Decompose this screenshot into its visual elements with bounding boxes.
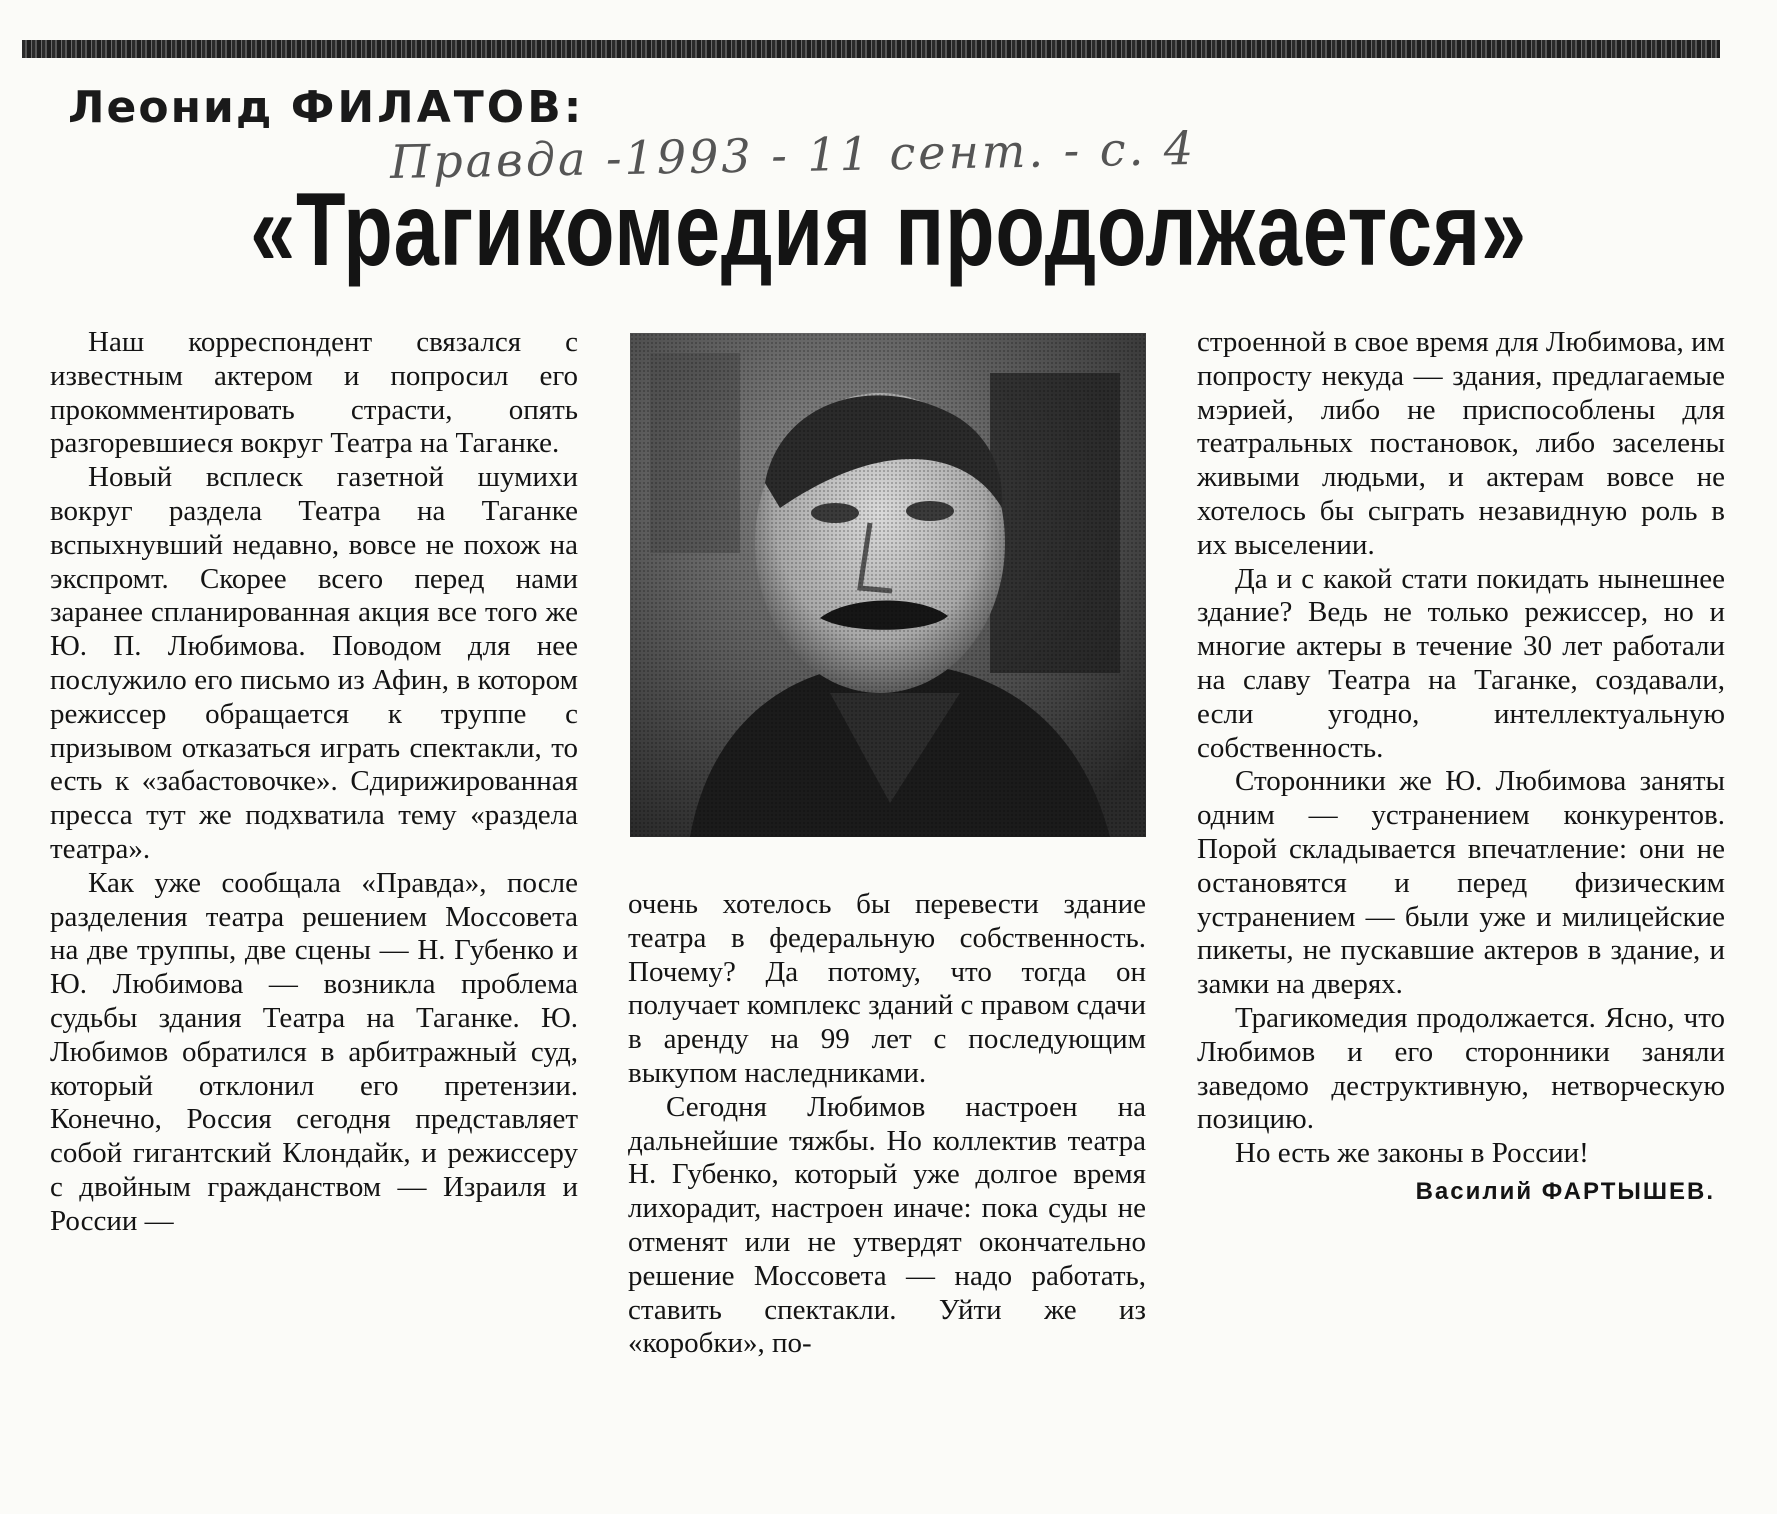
- headline: «Трагикомедия продолжается»: [250, 172, 1527, 288]
- portrait-photo: [630, 333, 1146, 837]
- kicker: [68, 82, 584, 133]
- paragraph: строенной в свое время для Любимова, им попросту некуда — здания, предлагаемые мэрией, либо не приспособлены для театральных постановок, либо заселены живыми людьми, и актерам вовсе не хотелось бы сыграть незавидную роль в их выселении.: [1197, 326, 1725, 561]
- paragraph: Да и с какой стати покидать нынешнее здание? Ведь не только режиссер, но и многие актеры в течение 30 лет работали на славу Театра на Таганке, создавали, если угодно, интеллектуальную собственность.: [1197, 562, 1725, 764]
- author-signature: Василий ФАРТЫШЕВ.: [1415, 1177, 1715, 1205]
- left-column: [50, 326, 578, 1239]
- kicker-surname: ФИЛАТОВ:: [290, 82, 585, 133]
- kicker-name: Леонид: [68, 82, 274, 133]
- top-rule: [22, 40, 1720, 58]
- paragraph: Но есть же законы в России!: [1235, 1137, 1589, 1170]
- paragraph: очень хотелось бы перевести здание театра в федеральную собственность. Почему? Да потому, что тогда он получает комплекс зданий с правом сдачи в аренду на 99 лет с последующим выкупом наследниками.: [628, 888, 1146, 1089]
- middle-column: [628, 888, 1146, 1361]
- paragraph: Наш корреспондент связался с известным актером и попросил его прокомментировать страсти, опять разгоревшиеся вокруг Театра на Таганке.: [50, 326, 578, 460]
- paragraph: Новый всплеск газетной шумихи вокруг раздела Театра на Таганке вспыхнувший недавно, вовсе не похож на экспромт. Скорее всего перед нами заранее спланированная акция все того же Ю. П. Любимова. Поводом для нее послужило его письмо из Афин, в котором режиссер обращается к труппе с призывом отказаться играть спектакли, то есть к «забастовочке». Сдирижированная пресса тут же подхватила тему «раздела театра».: [50, 461, 578, 865]
- paragraph: Трагикомедия продолжается. Ясно, что Любимов и его сторонники заняли заведомо деструктивную, нетворческую позицию.: [1197, 1001, 1725, 1136]
- paragraph: Как уже сообщала «Правда», после разделения театра решением Моссовета на две труппы, две сцены — Н. Губенко и Ю. Любимова — возникла проблема судьбы здания Театра на Таганке. Ю. Любимов обратился в арбитражный суд, который отклонил его претензии. Конечно, Россия сегодня представляет собой гигантский Клондайк, и режиссеру с двойным гражданством — Израиля и России —: [50, 866, 578, 1237]
- right-column: [1197, 326, 1725, 1209]
- handwritten-note: Правда -1993 - 11 сент. - с. 4: [389, 120, 1197, 190]
- paragraph: Сегодня Любимов настроен на дальнейшие тяжбы. Но коллектив театра Н. Губенко, который уже долгое время лихорадит, настроен иначе: пока суды не отменят или не утвердят окончательно решение Моссовета — надо работать, ставить спектакли. Уйти же из «коробки», по-: [628, 1090, 1146, 1360]
- paragraph: Сторонники же Ю. Любимова заняты одним — устранением конкурентов. Порой складывается впечатление: они не остановятся и перед физическим устранением — были уже и милицейские пикеты, не пускавшие актеров в здание, и замки на дверях.: [1197, 765, 1725, 1001]
